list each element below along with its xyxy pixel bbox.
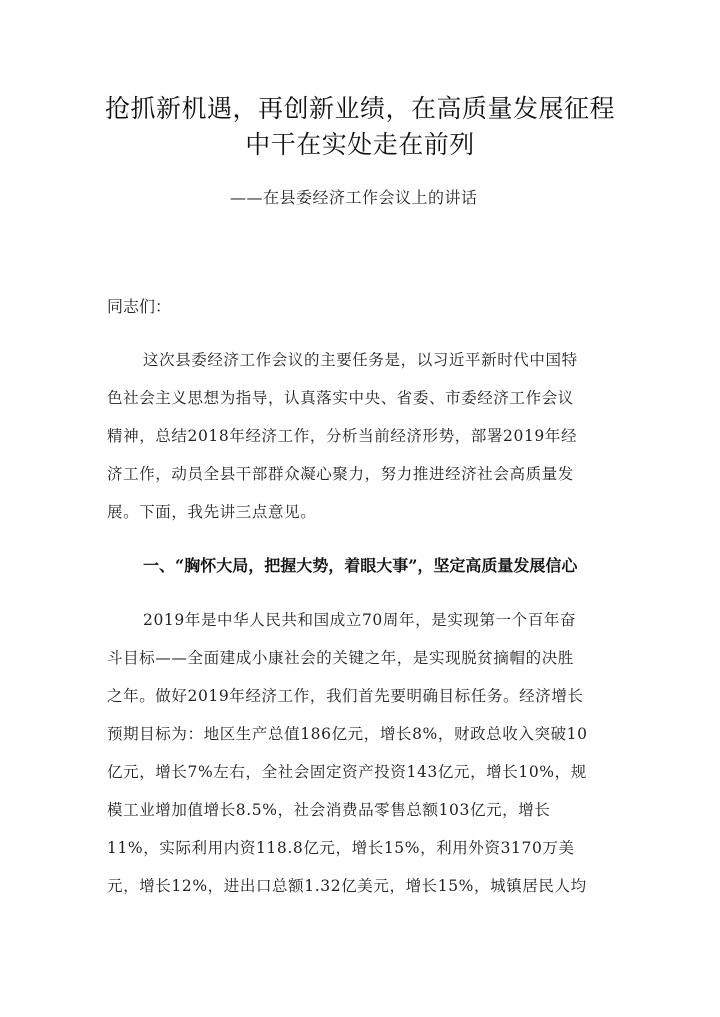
paragraph-2-line: 预期目标为：地区生产总值186亿元，增长8%，财政总收入突破10 bbox=[107, 725, 588, 743]
document-title-line-2: 中干在实处走在前列 bbox=[245, 130, 475, 159]
section-1-heading: 一、“胸怀大局，把握大势，着眼大事”，坚定高质量发展信心 bbox=[143, 556, 578, 575]
paragraph-2-line: 11%，实际利用内资118.8亿元，增长15%，利用外资3170万美 bbox=[107, 839, 575, 857]
paragraph-2-line: 斗目标——全面建成小康社会的关键之年，是实现脱贫摘帽的决胜 bbox=[107, 649, 574, 667]
paragraph-2-line: 元，增长12%，进出口总额1.32亿美元，增长15%，城镇居民人均 bbox=[107, 877, 587, 895]
paragraph-2-line: 2019年是中华人民共和国成立70周年，是实现第一个百年奋 bbox=[143, 611, 577, 629]
paragraph-1-line: 这次县委经济工作会议的主要任务是，以习近平新时代中国特 bbox=[143, 351, 578, 369]
paragraph-2-line: 亿元，增长7%左右，全社会固定资产投资143亿元，增长10%，规 bbox=[107, 763, 587, 781]
paragraph-2-line: 模工业增加值增长8.5%，社会消费品零售总额103亿元，增长 bbox=[107, 801, 551, 819]
document-title-line-1: 抢抓新机遇，再创新业绩，在高质量发展征程 bbox=[104, 94, 615, 123]
paragraph-1-line: 精神，总结2018年经济工作，分析当前经济形势，部署2019年经 bbox=[107, 427, 578, 445]
document-subtitle: ——在县委经济工作会议上的讲话 bbox=[230, 188, 478, 207]
paragraph-1-line: 展。下面，我先讲三点意见。 bbox=[107, 503, 317, 521]
paragraph-1-line: 济工作，动员全县干部群众凝心聚力，努力推进经济社会高质量发 bbox=[107, 465, 574, 483]
greeting: 同志们： bbox=[107, 297, 172, 316]
paragraph-1-line: 色社会主义思想为指导，认真落实中央、省委、市委经济工作会议 bbox=[107, 389, 574, 407]
paragraph-2-line: 之年。做好2019年经济工作，我们首先要明确目标任务。经济增长 bbox=[107, 687, 584, 705]
